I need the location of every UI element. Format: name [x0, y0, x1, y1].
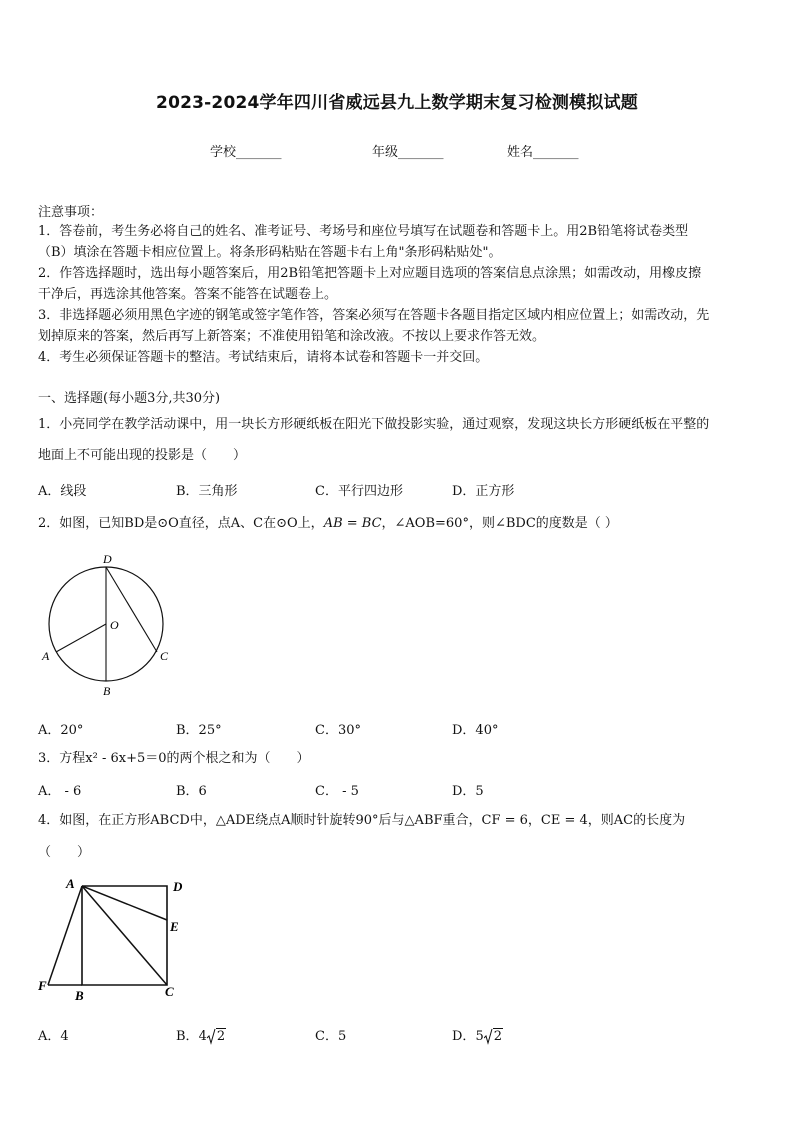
diagonal-ac	[82, 886, 167, 985]
chord-dc	[106, 567, 157, 652]
q1-option-c: C．平行四边形	[315, 484, 403, 499]
note-line-4: 干净后，再选涂其他答案。答案不能答在试题卷上。	[38, 287, 338, 302]
q4-stem-line2: （ ）	[38, 845, 91, 860]
q4-option-d-coef: 5	[475, 1029, 484, 1044]
q4-option-c: C．5	[315, 1029, 347, 1044]
q4-option-b-coef: 4	[198, 1029, 207, 1044]
note-line-3: 2．作答选择题时，选出每小题答案后，用2B铅笔把答题卡上对应题目选项的答案信息点涂黑；如需改动，用橡皮擦	[38, 266, 702, 281]
label-b: B	[103, 684, 111, 698]
q3-stem: 3．方程x² - 6x+5＝0的两个根之和为（ ）	[38, 751, 310, 766]
q1-stem-line2: 地面上不可能出现的投影是（ ）	[38, 448, 247, 463]
q2-option-d: D．40°	[452, 723, 499, 738]
q2-stem-part2: ，∠AOB=60°，则∠BDC的度数是（ ）	[381, 516, 618, 531]
segment-ae	[82, 886, 167, 920]
note-line-1: 1．答卷前，考生务必将自己的姓名、准考证号、考场号和座位号填写在试题卷和答题卡上。用2B铅笔将试卷类型	[38, 224, 689, 239]
q4-option-b-radical	[207, 1029, 226, 1044]
section-heading: 一、选择题(每小题3分,共30分)	[38, 391, 221, 406]
label-o: O	[110, 618, 119, 632]
label-e: E	[170, 919, 179, 934]
q3-option-b: B．6	[176, 784, 207, 799]
q2-arc-equality: AB = BC	[323, 516, 382, 531]
q3-option-c: C． - 5	[315, 784, 359, 799]
label-b: B	[75, 988, 84, 1003]
label-c: C	[160, 649, 169, 663]
q3-option-a: A． - 6	[38, 784, 82, 799]
q4-option-d-radicand: 2	[493, 1029, 502, 1044]
sqrt-sign-icon	[207, 1028, 216, 1045]
label-f: F	[38, 978, 47, 993]
q3-option-d: D．5	[452, 784, 484, 799]
grade-field: 年级_______	[372, 145, 444, 160]
label-d: D	[103, 552, 112, 566]
radius-oa	[56, 624, 106, 652]
q4-option-b: B．4 2	[176, 1029, 226, 1044]
label-d: D	[173, 879, 183, 894]
q2-circle-figure	[34, 548, 184, 698]
q2-option-c: C．30°	[315, 723, 361, 738]
q4-option-d-radical	[484, 1029, 503, 1044]
q1-option-a: A．线段	[38, 484, 87, 499]
exam-title: 2023-2024学年四川省威远县九上数学期末复习检测模拟试题	[156, 93, 638, 113]
note-line-5: 3．非选择题必须用黑色字迹的钢笔或签字笔作答，答案必须写在答题卡各题目指定区域内相应位置上；如需改动，先	[38, 308, 710, 323]
q1-stem-line1: 1．小亮同学在教学活动课中，用一块长方形硬纸板在阳光下做投影实验，通过观察，发现这块长方形硬纸板在平整的	[38, 417, 710, 432]
q4-square-figure	[34, 872, 194, 1007]
q4-option-b-radicand: 2	[216, 1029, 226, 1044]
note-line-7: 4．考生必须保证答题卡的整洁。考试结束后，请将本试卷和答题卡一并交回。	[38, 350, 489, 365]
label-a: A	[66, 876, 75, 891]
sqrt-sign-icon	[484, 1028, 493, 1045]
q4-option-a: A．4	[38, 1029, 69, 1044]
segment-af	[48, 886, 82, 985]
q1-option-b: B．三角形	[176, 484, 238, 499]
note-line-6: 划掉原来的答案，然后再写上新答案；不准使用铅笔和涂改液。不按以上要求作答无效。	[38, 329, 546, 344]
q2-option-a: A．20°	[38, 723, 84, 738]
q1-option-d: D．正方形	[452, 484, 515, 499]
q4-option-d: D．5 2	[452, 1029, 502, 1044]
label-c: C	[165, 984, 174, 999]
school-field: 学校_______	[210, 145, 282, 160]
label-a: A	[42, 649, 50, 663]
q4-stem-line1: 4．如图，在正方形ABCD中，△ADE绕点A顺时针旋转90°后与△ABF重合，CF = 6，CE = 4，则AC的长度为	[38, 813, 686, 828]
notes-heading: 注意事项：	[38, 205, 104, 220]
q2-stem	[38, 514, 618, 534]
name-field: 姓名_______	[507, 145, 579, 160]
q2-option-b: B．25°	[176, 723, 222, 738]
q2-stem-part1: 2．如图，已知BD是⊙O直径，点A、C在⊙O上，	[38, 516, 324, 531]
note-line-2: （B）填涂在答题卡相应位置上。将条形码粘贴在答题卡右上角"条形码粘贴处"。	[38, 245, 502, 260]
